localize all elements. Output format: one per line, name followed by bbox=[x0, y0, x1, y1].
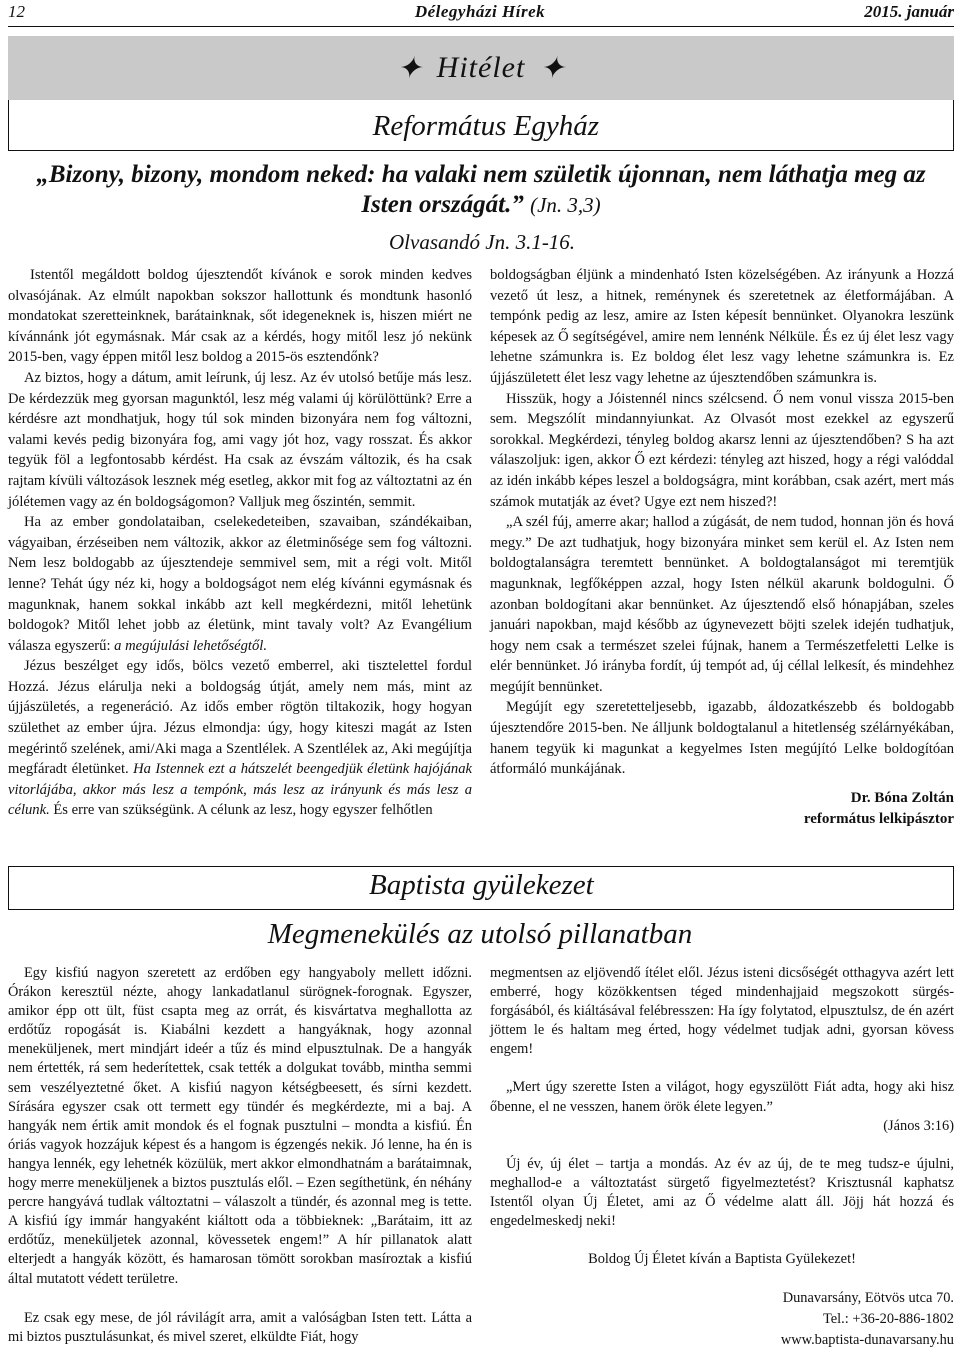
baptist-subtitle: Megmenekülés az utolsó pillanatban bbox=[267, 918, 693, 950]
ornament-right-icon: ✦ bbox=[539, 51, 566, 85]
baptist-title: Baptista gyülekezet bbox=[369, 869, 594, 901]
contact-block bbox=[490, 1288, 954, 1351]
paragraph: boldogságban éljünk a mindenható Isten közelségében. Az irányunk a Hozzá vezető út lesz, a hitnek, reménynek és szeretetnek az életformájában. A tempónk pedig az lesz, amire az Isten képesít bennünket. Olyanokra leszünk képesek az Ő segítségével, amire nem lennénk Nélküle. És ez új élet lesz vagy lehetne számunkra is. Ez boldog élet lesz vagy lehetne számunkra is. Ez újjászületett élet lesz vagy lehetne az újesztendőben számunkra is. bbox=[490, 267, 954, 386]
paragraph: „A szél fúj, amerre akar; hallod a zúgását, de nem tudod, honnan jön és hová megy.” De azt tudhatjuk, hogy bizonyára minket sem kerül el. Az Isten nem boldogtalanságra teremtett bennünket. A boldogtalanságot mi teremtjük magunknak, legfőképpen azzal, hogy Isten nélkül akarunk boldogulni. Ő azonban boldogítani akar bennünket. Az újesztendő első hónapjában, szeles januári napokban, majd később az úgynevezett böjti szelek idején tudhatjuk, hogy nem csak a természet szelei fújnak, hanem a Természetfeletti Lelke is elér bennünket. Jó irányba fordít, új tempót ad, új céllal lelkesít, és mindehhez megújít bennünket. bbox=[490, 514, 954, 695]
quote-line-2: Isten országát.” bbox=[361, 191, 524, 218]
website-link[interactable]: www.baptista-dunavarsany.hu bbox=[780, 1332, 954, 1349]
reformed-left-column bbox=[8, 265, 472, 821]
paragraph: Ha az ember gondolataiban, cselekedeteiben, szavaiban, szándékaiban, vágyaiban, érzéseiben nem változik, akkor az életminősége sem fog változni. Nem lesz boldogabb az újesztendeje semmivel sem, mit a régi volt. Mitől lenne? Tehát úgy néz ki, hogy a boldogságot nem elég kívánni egymásnak és magunknak, hanem sokkal inkább azt kell megkérdezni, mitől lehetünk boldogok? Mitől lehet jobb az életünk, mint tavaly volt? Az Evangélium válasza egyszerű: a megújulási lehetőségtől. bbox=[8, 514, 472, 654]
issue-date: 2015. január bbox=[864, 2, 954, 21]
verse-reference: (János 3:16) bbox=[883, 1117, 954, 1134]
bible-quote bbox=[8, 160, 954, 220]
banner-title: Hitélet bbox=[436, 51, 526, 84]
paragraph: Megújít egy szeretetteljesebb, igazabb, áldozatkészebb és boldogabb újesztendőre 2015-ben. Ne álljunk boldogtalanul a hitetlenség szélárnyékában, hanem tegyük ki magunkat a kegyelmes Isten megújító Lelke boldogítóan átformáló munkájának. bbox=[490, 699, 954, 778]
quote-reference: (Jn. 3,3) bbox=[530, 193, 601, 217]
emphasis-sentence: Ha Istennek ezt a hátszelét beengedjük életünk hajójának vitorlájába, akkor más lesz a tempónk, más lesz az irányunk és más lesz a célunk. bbox=[8, 761, 472, 819]
signature-role: református lelkipásztor bbox=[803, 810, 954, 827]
paragraph: Ez csak egy mese, de jól rávilágít arra, amit a valóságban Isten tett. Látta a mi biztos pusztulásunkat, és mivel szeret, elküldte Fiát, hogy bbox=[8, 1309, 472, 1345]
paragraph: Istentől megáldott boldog újesztendőt kívánok e sorok minden kedves olvasójának. Az elmúlt napokban sokszor hallottunk és mondtunk hasonló mondatokat szeretteinknek, barátainknak, sőt idegeneknek is, hiszen miért ne kívánnánk jót egymásnak. Már csak az a kérdés, hogy mitől lesz jó nekünk 2015-ben, vagy éppen mitől lesz boldog a 2015-ös esztendőnk? bbox=[8, 267, 472, 366]
greeting: Boldog Új Életet kíván a Baptista Gyülekezet! bbox=[588, 1251, 856, 1268]
paragraph: Az biztos, hogy a dátum, amit leírunk, új lesz. Az év utolsó betűje más lesz. De kérdezzük meg gyorsan magunktól, lesz még valami új körülöttünk? Erre a kérdésre azt mondhatjuk, hogy túl sok minden bizonyára nem fog változni, valami kevés pedig bizonyára fog, ami vagy jót hoz, vagy rosszat. És akkor tegyük föl a legfontosabb kérdést. Ha csak az évszám változik, és ha csak rajtam kívüli változások lesznek még esetleg, akkor mit fog az változtatni az én jólétemen vagy az én boldogságomon? Valljuk meg őszintén, semmit. bbox=[8, 369, 472, 510]
phone: Tel.: +36-20-886-1802 bbox=[822, 1311, 954, 1328]
paragraph: Új év, új élet – tartja a mondás. Az év az új, de te meg tudsz-e újulni, meghallod-e a változtatást sürgető figyelmeztetést? Krisztusnál kaphatsz Istentől olyan Új Életet, ami az Ő védelme alatt áll. Jöjj hát hozzá és engedelmeskedj neki! bbox=[490, 1155, 954, 1230]
baptist-title-box bbox=[8, 866, 954, 910]
reformed-title: Református Egyház bbox=[372, 110, 599, 142]
address: Dunavarsány, Eötvös utca 70. bbox=[782, 1290, 954, 1307]
reformed-right-column bbox=[490, 265, 954, 830]
paragraph: Egy kisfiú nagyon szeretett az erdőben egy hangyaboly mellett időzni. Órákon keresztül nézte, ahogy lankadatlanul sürögnek-forognak. Egyszer, amikor épp ott ült, füst csapta meg az orrát, és kisvártatva meghallotta az erdőtűz ropogását is. Kiabálni kezdett a hangyáknak, hogy azonnal meneküljenek, mert mindjárt ideér a tűz és mind elpusztulnak. De a hangyák nem értették, rá sem hederítettek, csak tették a dolgukat tovább, mintha semmi sem veszélyeztetné őket. A kisfiú nagyon kétségbeesett, és sírni kezdett. Sírására egyszer csak ott termett egy tündér és megkérdezte, mi a baj. A hangyák nem értik amit mondok és el fognak pusztulni – mondta a kisfiú. Én óriás vagyok hozzájuk képest és a hangom is égzengés nekik. Jó lenne, ha én is hangya lennék, egy lehetnék közülük, mert akkor elmondhatnám a barátaimnak, hogy merre meneküljenek a biztos pusztulás elől. – Ezen segíthetünk, én néhány percre hangyává tudlak változtatni – válaszolt a tündér, és azonnal meg is tette. A kisfiú így immár hangyaként kiáltott oda a többieknek: „Barátaim, itt az erdőtűz, meneküljetek azonnal, kövessetek engem!” A hír pillanatok alatt elterjedt a hangyák között, és hamarosan tömött sorokban masíroztak a kisfiú által mutatott védett területre. bbox=[8, 965, 472, 1287]
paragraph: Hisszük, hogy a Jóistennél nincs szélcsend. Ő nem vonul vissza 2015-ben sem. Megszólít mindannyiunkat. Az Olvasót most ezekkel az egyszerű sorokkal. Megkérdezi, tényleg boldog akarsz lenni az újesztendőben? S ha azt válaszoljuk: igen, akkor Ő ezt kérdezi: tényleg azt hiszed, hogy a régi valóddal az idén inkább képes leszel a boldogságra, mint korábban, csak azért, mert más számok mutatják az évet? Ugye ezt nem hiszed?! bbox=[490, 390, 954, 510]
quote-line-1: „Bizony, bizony, mondom neked: ha valaki nem születik újonnan, nem láthatja meg az bbox=[36, 161, 926, 188]
signature bbox=[490, 788, 954, 830]
gospel-answer: a megújulási lehetőségtől. bbox=[114, 637, 267, 654]
ornament-left-icon: ✦ bbox=[396, 51, 423, 85]
page-number: 12 bbox=[8, 2, 25, 21]
header-rule bbox=[8, 26, 954, 27]
signature-name: Dr. Bóna Zoltán bbox=[850, 789, 954, 806]
paragraph: Jézus beszélget egy idős, bölcs vezető emberrel, aki tisztelettel fordul Hozzá. Jézus elárulja neki a boldogság útját, amely nem más, mint az újjászületés, a regeneráció. Az idős ember rögtön tiltakozik, hogy hogyan születhet az ember újra. Jézus elmondja: úgy, hogy kiteszi magát az Isten megérintő szelének, ami/Aki maga a Szentlélek. A Szentlélek az, Aki megújítja megfáradt életünket. Ha Istennek ezt a hátszelét beengedjük életünk hajójának vitorlájába, akkor más lesz a tempónk, más lesz az irányunk és más lesz a célunk. És erre van szükségünk. A célunk az lesz, hogy egyszer felhőtlen bbox=[8, 658, 472, 819]
paragraph: megmentsen az eljövendő ítélet elől. Jézus isteni dicsőségét otthagyva azért lett emberré, hogy közökkentsen téged mindenhajjaid megszokott sürgés-forgásából, és kiáltásával felébresszen: Ha így folytatod, elpusztulsz, de én azért jöttem le és haltam meg érted, hogy védelmet tudjak adni, gyorsan kövess engem! bbox=[490, 965, 954, 1058]
baptist-left-column bbox=[8, 964, 472, 1347]
verse-quote: „Mert úgy szerette Isten a világot, hogy egyszülött Fiát adta, hogy aki hisz őbenne, el ne vesszen, hanem örök élete legyen.” bbox=[490, 1079, 954, 1115]
reading-reference: Olvasandó Jn. 3.1-16. bbox=[389, 230, 576, 254]
reformed-title-box bbox=[8, 100, 954, 151]
publication-title: Délegyházi Hírek bbox=[414, 2, 546, 21]
section-banner bbox=[8, 36, 954, 100]
baptist-right-column bbox=[490, 964, 954, 1351]
